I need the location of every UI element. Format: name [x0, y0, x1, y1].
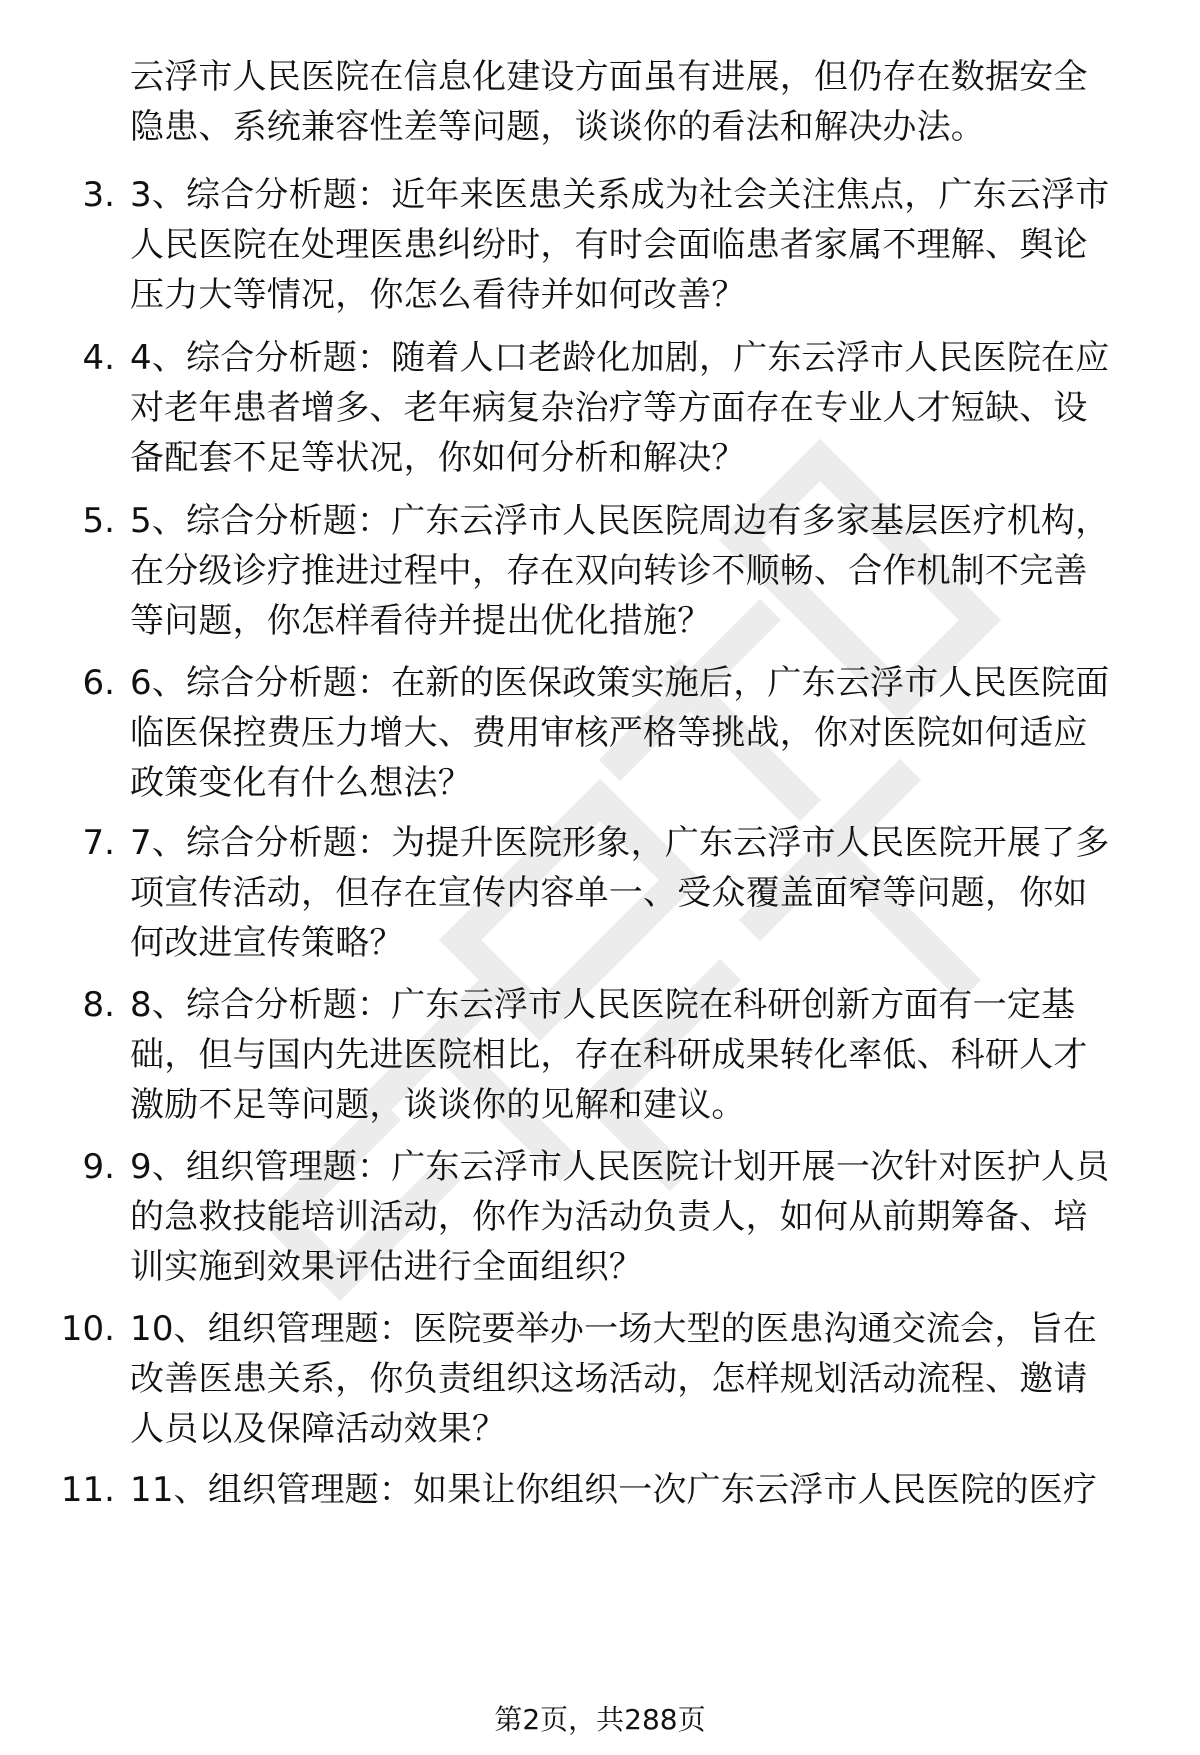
continuation-text — [130, 52, 1175, 152]
question-text — [130, 658, 1175, 808]
question-text — [130, 170, 1175, 320]
text-line: 激励不足等问题，谈谈你的见解和建议。 — [130, 1085, 746, 1125]
text-line: 10、组织管理题：医院要举办一场大型的医患沟通交流会，旨在 — [130, 1309, 1098, 1349]
text-line: 4、综合分析题：随着人口老龄化加剧，广东云浮市人民医院在应 — [130, 338, 1110, 378]
text-line: 9、组织管理题：广东云浮市人民医院计划开展一次针对医护人员 — [130, 1147, 1110, 1187]
question-text — [130, 1142, 1175, 1292]
question-number: 6. — [82, 663, 115, 703]
text-line: 隐患、系统兼容性差等问题，谈谈你的看法和解决办法。 — [130, 107, 985, 147]
text-line: 人民医院在处理医患纠纷时，有时会面临患者家属不理解、舆论 — [130, 225, 1088, 265]
question-number: 8. — [82, 985, 115, 1025]
text-line: 云浮市人民医院在信息化建设方面虽有进展，但仍存在数据安全 — [130, 57, 1088, 97]
text-line: 8、综合分析题：广东云浮市人民医院在科研创新方面有一定基 — [130, 985, 1076, 1025]
text-line: 的急救技能培训活动，你作为活动负责人，如何从前期筹备、培 — [130, 1197, 1088, 1237]
text-line: 等问题，你怎样看待并提出优化措施？ — [130, 601, 712, 641]
text-line: 5、综合分析题：广东云浮市人民医院周边有多家基层医疗机构， — [130, 501, 1110, 541]
text-line: 3、综合分析题：近年来医患关系成为社会关注焦点，广东云浮市 — [130, 175, 1110, 215]
text-line: 人员以及保障活动效果？ — [130, 1409, 507, 1449]
text-line: 何改进宣传策略？ — [130, 923, 404, 963]
question-number: 11. — [60, 1470, 115, 1510]
text-line: 压力大等情况，你怎么看待并如何改善？ — [130, 275, 746, 315]
question-number: 3. — [82, 175, 115, 215]
question-number: 5. — [82, 501, 115, 541]
question-text — [130, 1304, 1175, 1454]
text-line: 政策变化有什么想法？ — [130, 763, 472, 803]
text-line: 训实施到效果评估进行全面组织？ — [130, 1247, 643, 1287]
text-line: 础，但与国内先进医院相比，存在科研成果转化率低、科研人才 — [130, 1035, 1088, 1075]
question-number: 7. — [82, 823, 115, 863]
page-footer: 第2页，共288页 — [494, 1703, 706, 1736]
text-line: 备配套不足等状况，你如何分析和解决？ — [130, 438, 746, 478]
question-number: 10. — [60, 1309, 115, 1349]
text-line: 项宣传活动，但存在宣传内容单一、受众覆盖面窄等问题，你如 — [130, 873, 1088, 913]
question-text — [130, 496, 1175, 646]
question-number: 4. — [82, 338, 115, 378]
text-line: 7、综合分析题：为提升医院形象，广东云浮市人民医院开展了多 — [130, 823, 1110, 863]
question-text — [130, 1465, 1175, 1515]
question-number: 9. — [82, 1147, 115, 1187]
text-line: 临医保控费压力增大、费用审核严格等挑战，你对医院如何适应 — [130, 713, 1088, 753]
text-line: 11、组织管理题：如果让你组织一次广东云浮市人民医院的医疗 — [130, 1470, 1098, 1510]
text-line: 在分级诊疗推进过程中，存在双向转诊不顺畅、合作机制不完善 — [130, 551, 1088, 591]
text-line: 对老年患者增多、老年病复杂治疗等方面存在专业人才短缺、设 — [130, 388, 1088, 428]
question-text — [130, 333, 1175, 483]
text-line: 6、综合分析题：在新的医保政策实施后，广东云浮市人民医院面 — [130, 663, 1110, 703]
question-text — [130, 980, 1175, 1130]
question-text — [130, 818, 1175, 968]
text-line: 改善医患关系，你负责组织这场活动，怎样规划活动流程、邀请 — [130, 1359, 1088, 1399]
